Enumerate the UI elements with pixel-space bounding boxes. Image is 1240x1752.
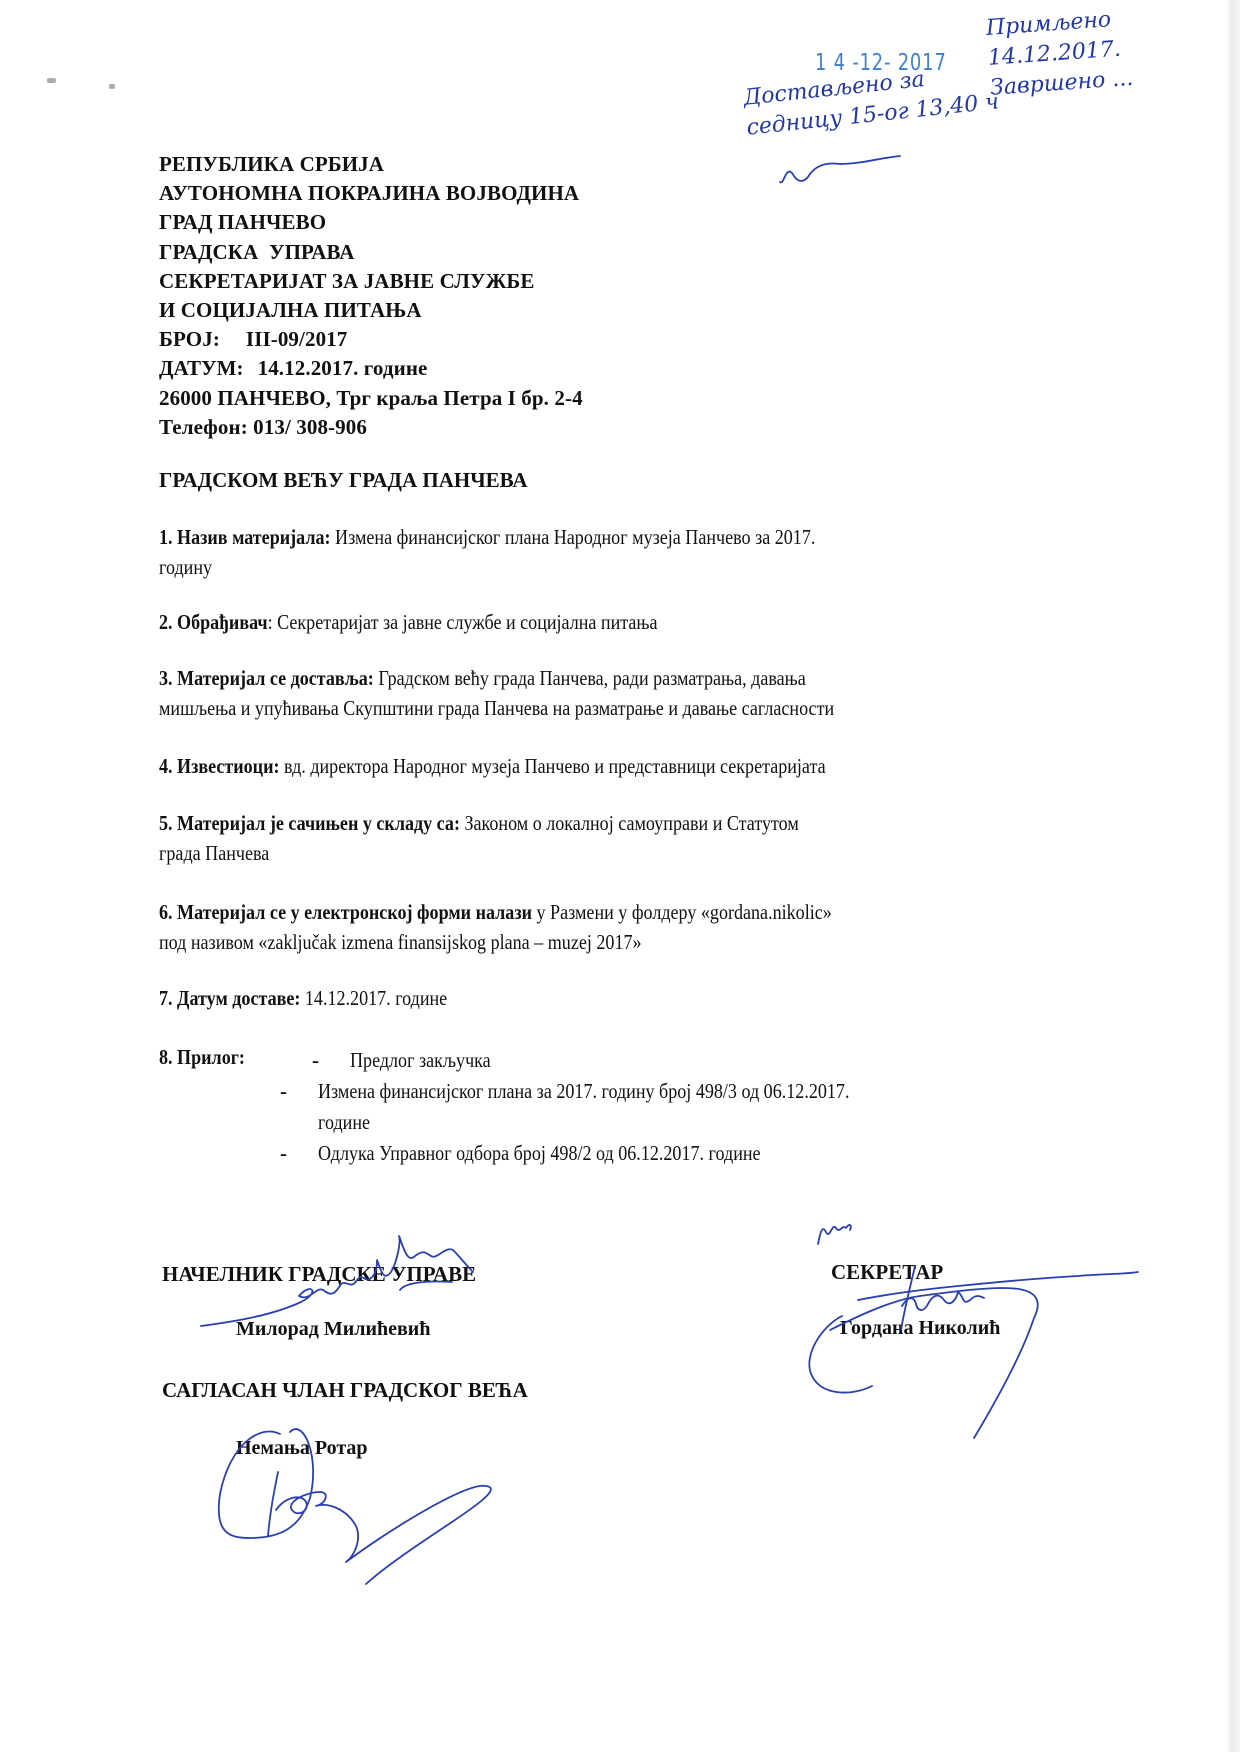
item-legal-basis xyxy=(159,808,1119,868)
document-number xyxy=(159,325,583,354)
attachment-item xyxy=(312,1045,940,1076)
item-text-cont: мишљења и упућивања Скупштини града Панчева на разматрање и давање сагласности xyxy=(159,696,835,720)
secretary-title: СЕКРЕТАР xyxy=(831,1260,944,1284)
dash-bullet: - xyxy=(280,1141,287,1165)
header-line: ГРАДСКА УПРАВА xyxy=(159,239,355,264)
document-date xyxy=(159,354,583,383)
header-line: РЕПУБЛИКА СРБИЈА xyxy=(159,152,385,176)
item-text-cont: под називом «zaključak izmena finansijskog plana – muzej 2017» xyxy=(159,930,642,954)
scan-speck xyxy=(47,78,56,83)
date-value: 14.12.2017. године xyxy=(257,356,428,381)
head-title: НАЧЕЛНИК ГРАДСКЕ УПРАВЕ xyxy=(162,1262,477,1286)
dash-bullet: - xyxy=(280,1079,287,1103)
number-label: БРОЈ: xyxy=(159,327,220,352)
item-delivered-to xyxy=(159,663,1119,723)
item-label: 2. Обрађивач xyxy=(159,610,268,634)
item-label: 7. Датум доставе: xyxy=(159,986,301,1010)
attachment-text-cont: године xyxy=(318,1110,371,1134)
secretary-name: Гордана Николић xyxy=(840,1317,1001,1339)
item-processor xyxy=(159,607,1119,637)
attachment-text: Одлука Управног одбора број 498/2 од 06.12.2017. године xyxy=(318,1141,761,1165)
item-label: 4. Известиоци: xyxy=(159,754,280,778)
attachment-text: Измена финансијског плана за 2017. годину број 498/3 од 06.12.2017. xyxy=(318,1079,850,1103)
item-electronic-location xyxy=(159,897,1119,957)
dash-bullet: - xyxy=(312,1048,319,1072)
item-label: 5. Материјал је сачињен у складу са: xyxy=(159,811,460,835)
council-member-name: Немања Ротар xyxy=(236,1437,368,1459)
attachment-item xyxy=(280,1076,936,1138)
item-text: вд. директора Народног музеја Панчево и представници секретаријата xyxy=(279,754,826,778)
item-material-name xyxy=(159,522,1119,582)
document-header xyxy=(159,150,583,442)
item-label: 6. Материјал се у електронској форми налази xyxy=(159,900,532,924)
handwritten-note-right: Примљено 14.12.2017. Завршено ... xyxy=(985,7,1135,101)
header-line: И СОЦИЈАЛНА ПИТАЊА xyxy=(159,298,422,323)
item-label: 3. Материјал се доставља: xyxy=(159,666,374,690)
item-text-cont: годину xyxy=(159,555,213,579)
attachment-text: Предлог закључка xyxy=(350,1048,491,1072)
item-text: Законом о локалној самоуправи и Статутом xyxy=(459,811,799,835)
address: 26000 ПАНЧЕВО, Трг краља Петра I бр. 2-4 xyxy=(159,385,583,410)
attachment-item xyxy=(280,1138,936,1169)
item-delivery-date xyxy=(159,983,1119,1013)
handwritten-note-left: Достављено за седницу 15-ог 13,40 ч xyxy=(742,66,1001,141)
scan-speck xyxy=(109,84,115,89)
item-label: 1. Назив материјала: xyxy=(159,525,331,549)
item-reporters xyxy=(159,751,1119,781)
number-value: III-09/2017 xyxy=(245,327,348,352)
attachments-list xyxy=(280,1045,936,1169)
header-line: АУТОНОМНА ПОКРАЈИНА ВОЈВОДИНА xyxy=(159,181,580,206)
item-text: : Секретаријат за јавне службе и социјална питања xyxy=(267,610,658,634)
header-line: СЕКРЕТАРИЈАТ ЗА ЈАВНЕ СЛУЖБЕ xyxy=(159,268,535,293)
phone: Телефон: 013/ 308-906 xyxy=(159,414,367,439)
item-text: 14.12.2017. године xyxy=(300,986,448,1010)
council-member-title: САГЛАСАН ЧЛАН ГРАДСКОГ ВЕЋА xyxy=(162,1378,528,1402)
date-label: ДАТУМ: xyxy=(159,356,244,381)
received-date-stamp: 1 4 -12- 2017 xyxy=(815,50,947,76)
addressee: ГРАДСКОМ ВЕЋУ ГРАДА ПАНЧЕВА xyxy=(159,468,528,492)
head-name: Милорад Милићевић xyxy=(236,1318,431,1340)
item-text: Градском већу града Панчева, ради разматрања, давања xyxy=(373,666,806,690)
item-text: у Размени у фолдеру «gordana.nikolic» xyxy=(531,900,832,924)
item-text: Измена финансијског плана Народног музеја Панчево за 2017. xyxy=(330,525,816,549)
item-text-cont: града Панчева xyxy=(159,841,270,865)
note-initials xyxy=(780,156,900,182)
attachments-label: 8. Прилог: xyxy=(159,1045,245,1069)
page-edge-shadow xyxy=(1226,0,1240,1752)
header-line: ГРАД ПАНЧЕВО xyxy=(159,210,327,235)
